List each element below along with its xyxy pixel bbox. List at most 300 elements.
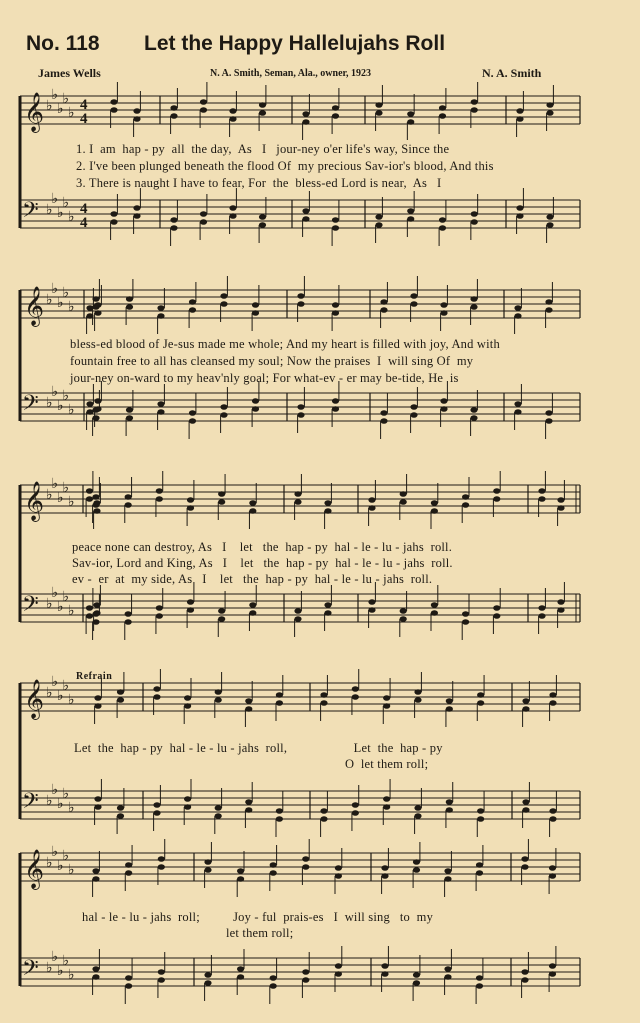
note-head	[245, 706, 252, 712]
treble-clef-icon: 𝄞	[24, 679, 45, 719]
note-head	[320, 816, 327, 822]
note-head	[557, 607, 564, 613]
note-head	[514, 313, 521, 319]
note-head	[94, 695, 101, 701]
note-head	[158, 856, 165, 862]
note-head	[302, 864, 309, 870]
flat-icon: ♭	[46, 396, 53, 411]
note-head	[471, 99, 478, 105]
flat-icon: ♭	[57, 102, 64, 117]
note-head	[375, 102, 382, 108]
note-head	[153, 810, 160, 816]
note-head	[549, 963, 556, 969]
note-head	[522, 799, 529, 805]
flat-icon: ♭	[57, 296, 64, 311]
note-head	[332, 113, 339, 119]
lyric-line-alto: O let them roll;	[345, 757, 429, 771]
note-head	[324, 602, 331, 608]
flat-icon: ♭	[51, 477, 59, 492]
treble-clef-icon: 𝄞	[24, 92, 45, 132]
note-head	[413, 980, 420, 986]
note-head	[126, 296, 133, 302]
note-head	[521, 864, 528, 870]
note-head	[446, 799, 453, 805]
flat-icon: ♭	[68, 210, 75, 225]
note-head	[302, 208, 309, 214]
flat-icon: ♭	[68, 604, 75, 619]
note-head	[215, 689, 222, 695]
flat-icon: ♭	[51, 282, 59, 297]
note-head	[477, 700, 484, 706]
flat-icon: ♭	[57, 689, 64, 704]
note-head	[493, 613, 500, 619]
note-head	[117, 697, 124, 703]
note-head	[476, 983, 483, 989]
note-head	[189, 307, 196, 313]
note-head	[440, 302, 447, 308]
note-head	[133, 116, 140, 122]
note-head	[516, 116, 523, 122]
note-head	[332, 105, 339, 111]
note-head	[252, 406, 259, 412]
bass-clef-icon: 𝄢	[22, 592, 39, 622]
note-head	[410, 404, 417, 410]
note-head	[245, 799, 252, 805]
flat-icon: ♭	[57, 859, 64, 874]
note-head	[200, 99, 207, 105]
note-head	[413, 972, 420, 978]
note-head	[407, 111, 414, 117]
note-head	[462, 619, 469, 625]
note-head	[546, 102, 553, 108]
flat-icon: ♭	[46, 856, 53, 871]
flat-icon: ♭	[51, 950, 59, 965]
note-head	[545, 410, 552, 416]
note-head	[125, 502, 132, 508]
note-head	[86, 496, 93, 502]
note-head	[117, 813, 124, 819]
note-head	[270, 870, 277, 876]
note-head	[439, 105, 446, 111]
note-head	[380, 307, 387, 313]
note-head	[557, 599, 564, 605]
note-head	[335, 963, 342, 969]
note-head	[516, 108, 523, 114]
note-head	[294, 616, 301, 622]
treble-clef-icon: 𝄞	[24, 849, 45, 889]
lyric-line: hal - le - lu - jahs roll; Joy - ful prais-es I will sing to my	[82, 910, 434, 924]
note-head	[383, 695, 390, 701]
note-head	[86, 409, 93, 415]
flat-icon: ♭	[68, 863, 75, 878]
note-head	[332, 217, 339, 223]
note-head	[200, 219, 207, 225]
note-head	[324, 508, 331, 514]
note-head	[545, 307, 552, 313]
note-head	[335, 873, 342, 879]
flat-icon: ♭	[62, 92, 70, 107]
note-head	[476, 862, 483, 868]
note-head	[400, 499, 407, 505]
note-head	[324, 500, 331, 506]
note-head	[320, 808, 327, 814]
note-head	[218, 491, 225, 497]
note-head	[117, 689, 124, 695]
note-head	[125, 975, 132, 981]
note-head	[126, 304, 133, 310]
flat-icon: ♭	[57, 797, 64, 812]
note-head	[187, 505, 194, 511]
note-head	[110, 219, 117, 225]
note-head	[92, 494, 99, 500]
note-head	[215, 813, 222, 819]
note-head	[470, 407, 477, 413]
note-head	[218, 499, 225, 505]
note-head	[86, 605, 93, 611]
note-head	[514, 401, 521, 407]
flat-icon: ♭	[46, 99, 53, 114]
note-head	[133, 108, 140, 114]
note-head	[462, 611, 469, 617]
note-head	[294, 608, 301, 614]
flat-icon: ♭	[62, 679, 70, 694]
note-head	[383, 703, 390, 709]
note-head	[431, 500, 438, 506]
note-head	[126, 415, 133, 421]
note-head	[297, 301, 304, 307]
note-head	[249, 500, 256, 506]
note-head	[200, 211, 207, 217]
lyric-line-alto: let them roll;	[226, 926, 294, 940]
note-head	[414, 805, 421, 811]
note-head	[220, 412, 227, 418]
note-head	[368, 599, 375, 605]
note-head	[446, 706, 453, 712]
note-head	[335, 971, 342, 977]
note-head	[440, 310, 447, 316]
note-head	[446, 698, 453, 704]
note-head	[158, 977, 165, 983]
note-head	[170, 217, 177, 223]
note-head	[380, 418, 387, 424]
note-head	[400, 491, 407, 497]
note-head	[410, 301, 417, 307]
composer-credit: N. A. Smith	[482, 66, 542, 80]
flat-icon: ♭	[68, 968, 75, 983]
note-head	[125, 870, 132, 876]
note-head	[545, 418, 552, 424]
hymn-number: No. 118	[26, 32, 100, 55]
lyric-line: fountain free to all has cleansed my soul; Now the praises I will sing Of my	[70, 354, 474, 368]
flat-icon: ♭	[68, 495, 75, 510]
note-head	[302, 977, 309, 983]
note-head	[158, 969, 165, 975]
bass-clef-icon: 𝄢	[22, 789, 39, 819]
note-head	[252, 398, 259, 404]
flat-icon: ♭	[62, 590, 70, 605]
note-head	[94, 703, 101, 709]
time-signature: 4	[80, 201, 88, 217]
note-head	[297, 404, 304, 410]
note-head	[407, 208, 414, 214]
note-head	[521, 856, 528, 862]
note-head	[229, 205, 236, 211]
note-head	[158, 864, 165, 870]
note-head	[189, 299, 196, 305]
note-head	[546, 222, 553, 228]
note-head	[439, 113, 446, 119]
lyric-line: ev - er at my side, As I let the hap - py hal - le - lu - jahs roll.	[72, 572, 433, 586]
flat-icon: ♭	[51, 88, 59, 103]
note-head	[470, 296, 477, 302]
lyric-line: 1. I am hap - py all the day, As I jour-ney o'er life's way, Since the	[76, 142, 450, 156]
flat-icon: ♭	[51, 586, 59, 601]
time-signature: 4	[80, 111, 88, 127]
note-head	[93, 508, 100, 514]
note-head	[381, 865, 388, 871]
flat-icon: ♭	[57, 399, 64, 414]
flat-icon: ♭	[46, 794, 53, 809]
note-head	[204, 980, 211, 986]
flat-icon: ♭	[51, 675, 59, 690]
note-head	[381, 971, 388, 977]
note-head	[157, 409, 164, 415]
lyric-line: 2. I've been plunged beneath the flood Of my precious Sav-ior's blood, And this	[76, 159, 494, 173]
note-head	[332, 302, 339, 308]
note-head	[549, 808, 556, 814]
note-head	[237, 966, 244, 972]
note-head	[400, 608, 407, 614]
note-head	[170, 225, 177, 231]
note-head	[170, 105, 177, 111]
note-head	[259, 110, 266, 116]
note-head	[302, 216, 309, 222]
note-head	[276, 816, 283, 822]
note-head	[446, 807, 453, 813]
note-head	[92, 974, 99, 980]
note-head	[156, 613, 163, 619]
note-head	[153, 802, 160, 808]
note-head	[270, 975, 277, 981]
note-head	[332, 225, 339, 231]
flat-icon: ♭	[62, 849, 70, 864]
note-head	[86, 313, 93, 319]
note-head	[276, 808, 283, 814]
note-head	[200, 107, 207, 113]
note-head	[94, 804, 101, 810]
flat-icon: ♭	[51, 845, 59, 860]
note-head	[522, 807, 529, 813]
note-head	[407, 119, 414, 125]
note-head	[440, 406, 447, 412]
note-head	[117, 805, 124, 811]
note-head	[270, 983, 277, 989]
note-head	[110, 99, 117, 105]
note-head	[302, 119, 309, 125]
note-head	[125, 862, 132, 868]
flat-icon: ♭	[68, 403, 75, 418]
flat-icon: ♭	[51, 385, 59, 400]
flat-icon: ♭	[68, 693, 75, 708]
note-head	[86, 401, 93, 407]
note-head	[444, 868, 451, 874]
note-head	[156, 605, 163, 611]
note-head	[440, 398, 447, 404]
note-head	[476, 870, 483, 876]
note-head	[470, 304, 477, 310]
note-head	[249, 602, 256, 608]
note-head	[332, 398, 339, 404]
note-head	[94, 796, 101, 802]
time-signature: 4	[80, 215, 88, 231]
note-head	[252, 302, 259, 308]
note-head	[514, 409, 521, 415]
note-head	[297, 412, 304, 418]
note-head	[522, 698, 529, 704]
note-head	[380, 299, 387, 305]
note-head	[383, 804, 390, 810]
flat-icon: ♭	[62, 787, 70, 802]
note-head	[352, 802, 359, 808]
note-head	[431, 508, 438, 514]
bass-clef-icon: 𝄢	[22, 391, 39, 421]
note-head	[546, 110, 553, 116]
note-head	[92, 966, 99, 972]
note-head	[184, 804, 191, 810]
note-head	[204, 867, 211, 873]
note-head	[381, 873, 388, 879]
note-head	[259, 222, 266, 228]
flat-icon: ♭	[46, 203, 53, 218]
note-head	[538, 613, 545, 619]
note-head	[229, 108, 236, 114]
note-head	[414, 689, 421, 695]
note-head	[493, 605, 500, 611]
flat-icon: ♭	[62, 481, 70, 496]
note-head	[92, 876, 99, 882]
note-head	[439, 217, 446, 223]
note-head	[93, 500, 100, 506]
note-head	[414, 813, 421, 819]
note-head	[522, 706, 529, 712]
note-head	[220, 404, 227, 410]
note-head	[410, 293, 417, 299]
note-head	[462, 502, 469, 508]
refrain-label: Refrain	[76, 671, 113, 682]
flat-icon: ♭	[51, 783, 59, 798]
note-head	[294, 499, 301, 505]
note-head	[157, 313, 164, 319]
note-head	[86, 613, 93, 619]
flat-icon: ♭	[68, 300, 75, 315]
note-head	[444, 974, 451, 980]
flat-icon: ♭	[62, 286, 70, 301]
bass-clef-icon: 𝄢	[22, 198, 39, 228]
flat-icon: ♭	[46, 597, 53, 612]
note-head	[218, 616, 225, 622]
note-head	[493, 488, 500, 494]
note-head	[204, 972, 211, 978]
flat-icon: ♭	[46, 961, 53, 976]
flat-icon: ♭	[57, 964, 64, 979]
note-head	[93, 610, 100, 616]
copyright-credit: N. A. Smith, Seman, Ala., owner, 1923	[210, 68, 372, 79]
note-head	[352, 686, 359, 692]
note-head	[184, 703, 191, 709]
note-head	[320, 692, 327, 698]
note-head	[471, 211, 478, 217]
note-head	[276, 692, 283, 698]
note-head	[86, 488, 93, 494]
flat-icon: ♭	[68, 106, 75, 121]
note-head	[368, 607, 375, 613]
note-head	[414, 697, 421, 703]
note-head	[521, 969, 528, 975]
note-head	[352, 810, 359, 816]
note-head	[189, 418, 196, 424]
note-head	[375, 110, 382, 116]
note-head	[538, 496, 545, 502]
note-head	[204, 859, 211, 865]
note-head	[110, 211, 117, 217]
lyric-line: bless-ed blood of Je-sus made me whole; And my heart is filled with joy, And with	[70, 337, 500, 351]
note-head	[431, 610, 438, 616]
note-head	[110, 107, 117, 113]
flat-icon: ♭	[57, 600, 64, 615]
note-head	[410, 412, 417, 418]
note-head	[249, 610, 256, 616]
hymn-title: Let the Happy Hallelujahs Roll	[144, 32, 446, 55]
note-head	[92, 415, 99, 421]
note-head	[352, 694, 359, 700]
note-head	[184, 796, 191, 802]
note-head	[549, 873, 556, 879]
note-head	[557, 505, 564, 511]
note-head	[153, 694, 160, 700]
note-head	[133, 213, 140, 219]
note-head	[187, 607, 194, 613]
note-head	[126, 407, 133, 413]
note-head	[297, 293, 304, 299]
note-head	[521, 977, 528, 983]
note-head	[170, 113, 177, 119]
note-head	[259, 102, 266, 108]
note-head	[153, 686, 160, 692]
note-head	[294, 491, 301, 497]
note-head	[335, 865, 342, 871]
note-head	[549, 816, 556, 822]
note-head	[125, 611, 132, 617]
flat-icon: ♭	[62, 196, 70, 211]
flat-icon: ♭	[46, 488, 53, 503]
note-head	[249, 508, 256, 514]
treble-clef-icon: 𝄞	[24, 286, 45, 326]
note-head	[156, 488, 163, 494]
note-head	[516, 213, 523, 219]
note-head	[302, 111, 309, 117]
note-head	[259, 214, 266, 220]
note-head	[125, 983, 132, 989]
note-head	[189, 410, 196, 416]
note-head	[383, 796, 390, 802]
treble-clef-icon: 𝄞	[24, 481, 45, 521]
note-head	[549, 700, 556, 706]
note-head	[184, 695, 191, 701]
note-head	[220, 301, 227, 307]
note-head	[229, 116, 236, 122]
note-head	[516, 205, 523, 211]
flat-icon: ♭	[51, 192, 59, 207]
